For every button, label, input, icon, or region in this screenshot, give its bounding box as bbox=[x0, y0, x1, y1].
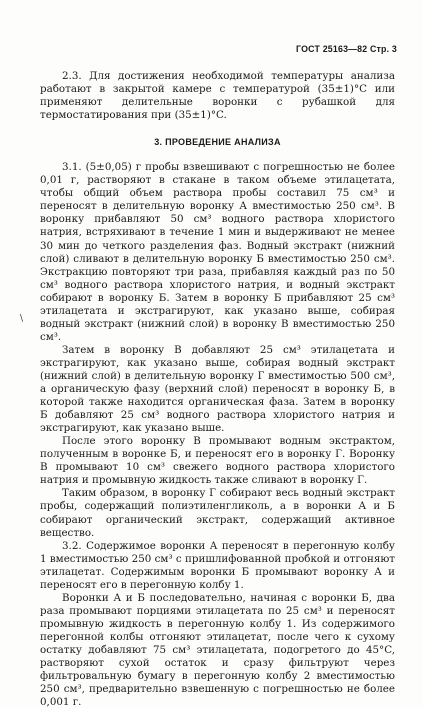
paragraph-washing: Воронки А и Б последовательно, начиная с воронки Б, два раза промывают порциями этилацетата по 25 см³ и переносят промывную жидкость в перегонную колбу 1. Из содержимого перегонной колбы отгоняют этилацетат, после чего к сухому остатку добавляют 75 см³ этилацетата, подогретого до 45°C, растворяют сухой остаток и сразу фильтруют через фильтровальную бумагу в перегонную колбу 2 вместимостью 250 см³, предварительно взвешенную с погрешностью не более 0,001 г. bbox=[40, 591, 395, 709]
page-header: ГОСТ 25163—82 Стр. 3 bbox=[296, 44, 397, 54]
section-title: 3. ПРОВЕДЕНИЕ АНАЛИЗА bbox=[154, 137, 281, 148]
paragraph-3-2: 3.2. Содержимое воронки А переносят в перегонную колбу 1 вместимостью 250 см³ с пришлифованной пробкой и отгоняют этилацетат. Содержимым воронки Б промывают воронку А и переносят его в перегонную колбу 1. bbox=[40, 539, 395, 591]
paragraph-funnel-g: После этого воронку В промывают водным экстрактом, полученным в воронке Б, и переносят его в воронку Г. Воронку В промывают 10 см³ свежего водного раствора хлористого натрия и промывную жидкость также сливают в воронку Г. bbox=[40, 435, 395, 487]
paragraph-funnel-v: Затем в воронку В добавляют 25 см³ этилацетата и экстрагируют, как указано выше, собирая водный экстракт (нижний слой) в делительную воронку Г вместимостью 500 см³, а органическую фазу (верхний слой) переносят в воронку Б, в которой также находится органическая фаза. Затем в воронку Б добавляют 25 см³ водного раствора хлористого натрия и экстрагируют, как указано выше. bbox=[40, 343, 395, 435]
margin-mark: \ bbox=[20, 314, 24, 324]
document-body bbox=[40, 70, 395, 709]
paragraph-2-3: 2.3. Для достижения необходимой температуры анализа работают в закрытой камере с температурой (35±1)°C или применяют делительные воронки с рубашкой для термостатирования при (35±1)°C. bbox=[40, 70, 395, 122]
paragraph-3-1: 3.1. (5±0,05) г пробы взвешивают с погрешностью не более 0,01 г, растворяют в стакане в таком объеме этилацетата, чтобы общий объем раствора пробы составил 75 см³ и переносят в делительную воронку А вместимостью 250 см³. В воронку прибавляют 50 см³ водного раствора хлористого натрия, встряхивают в течение 1 мин и выдерживают не менее 30 мин до четкого разделения фаз. Водный экстракт (нижний слой) сливают в делительную воронку Б вместимостью 250 см³. Экстракцию повторяют три раза, прибавляя каждый раз по 50 см³ водного раствора хлористого натрия, и водный экстракт собирают в воронку Б. Затем в воронку Б прибавляют 25 см³ этилацетата и экстрагируют, как указано выше, собирая водный экстракт (нижний слой) в воронку В вместимостью 250 см³. bbox=[40, 161, 395, 343]
paragraph-summary: Таким образом, в воронку Г собирают весь водный экстракт пробы, содержащий полиэтиленгликоль, а в воронки А и Б собирают органический экстракт, содержащий активное вещество. bbox=[40, 487, 395, 539]
